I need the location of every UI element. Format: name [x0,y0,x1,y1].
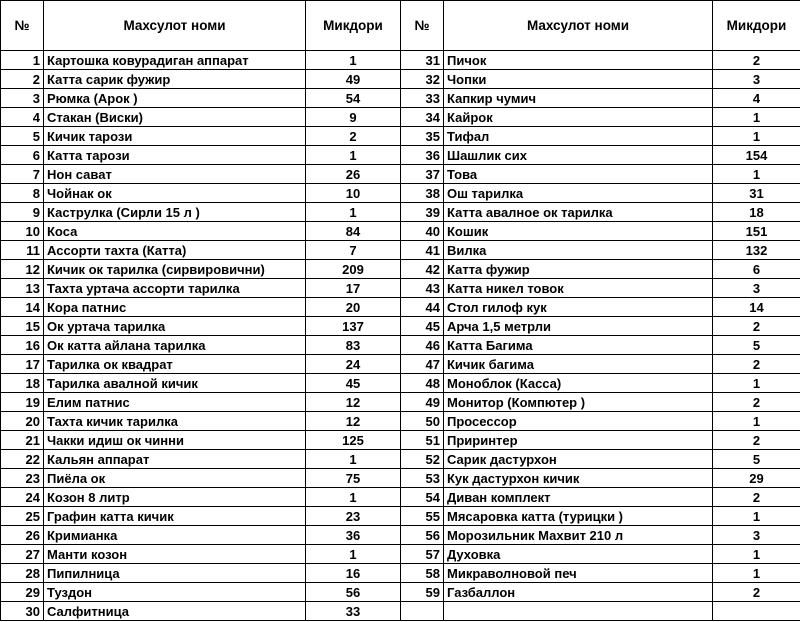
row-number: 11 [1,241,44,260]
row-number: 49 [401,393,444,412]
row-number: 18 [1,374,44,393]
table-row [1,564,401,583]
table-row [1,184,401,203]
item-quantity: 1 [713,108,800,127]
table-row [401,412,800,431]
row-number: 29 [1,583,44,602]
item-name: Шашлик сих [444,146,713,165]
item-name: Арча 1,5 метрли [444,317,713,336]
item-name: Ок уртача тарилка [44,317,306,336]
item-quantity: 151 [713,222,800,241]
item-name: Каструлка (Сирли 15 л ) [44,203,306,222]
table-row [1,70,401,89]
row-number: 17 [1,355,44,374]
item-name: Чопки [444,70,713,89]
item-quantity: 23 [306,507,401,526]
item-name: Тахта уртача ассорти тарилка [44,279,306,298]
row-number: 1 [1,51,44,70]
table-row [401,488,800,507]
table-row [1,51,401,70]
item-name: Сарик дастурхон [444,450,713,469]
table-row [1,203,401,222]
item-quantity: 9 [306,108,401,127]
item-quantity: 10 [306,184,401,203]
row-number: 39 [401,203,444,222]
item-quantity: 24 [306,355,401,374]
row-number: 2 [1,70,44,89]
row-number: 38 [401,184,444,203]
table-row [1,89,401,108]
row-number: 28 [1,564,44,583]
item-quantity: 3 [713,279,800,298]
table-row [401,184,800,203]
item-name: Козон 8 литр [44,488,306,507]
item-quantity: 5 [713,450,800,469]
table-row [1,583,401,602]
table-row [401,393,800,412]
header-num: № [401,1,444,51]
item-name: Коса [44,222,306,241]
item-name: Катта авалное ок тарилка [444,203,713,222]
row-number: 19 [1,393,44,412]
table-row [1,412,401,431]
item-name: Туздон [44,583,306,602]
table-row [1,450,401,469]
item-quantity: 54 [306,89,401,108]
row-number: 9 [1,203,44,222]
row-number: 27 [1,545,44,564]
item-name: Катта тарози [44,146,306,165]
item-name: Кальян аппарат [44,450,306,469]
row-number: 6 [1,146,44,165]
row-number: 59 [401,583,444,602]
item-quantity: 1 [306,203,401,222]
item-name: Тарилка авалной кичик [44,374,306,393]
item-name: Приринтер [444,431,713,450]
table-row [1,431,401,450]
item-quantity: 137 [306,317,401,336]
table-row [401,583,800,602]
item-name: Елим патнис [44,393,306,412]
table-row [401,165,800,184]
table-row [401,203,800,222]
item-name: Тифал [444,127,713,146]
item-quantity: 1 [713,127,800,146]
row-number: 3 [1,89,44,108]
item-quantity: 125 [306,431,401,450]
table-row [1,108,401,127]
row-number: 24 [1,488,44,507]
item-name: Монитор (Компютер ) [444,393,713,412]
item-quantity: 1 [306,146,401,165]
item-quantity: 16 [306,564,401,583]
item-name: Чойнак ок [44,184,306,203]
row-number: 42 [401,260,444,279]
row-number: 58 [401,564,444,583]
row-number: 14 [1,298,44,317]
item-quantity: 7 [306,241,401,260]
item-name: Чакки идиш ок чинни [44,431,306,450]
header-name: Махсулот номи [444,1,713,51]
item-name: Пичок [444,51,713,70]
row-number: 13 [1,279,44,298]
row-number: 33 [401,89,444,108]
item-name: Диван комплект [444,488,713,507]
item-quantity: 2 [713,393,800,412]
item-quantity: 20 [306,298,401,317]
item-name [444,602,713,621]
item-quantity: 49 [306,70,401,89]
table-row [401,298,800,317]
item-name: Ассорти тахта (Катта) [44,241,306,260]
table-row [1,393,401,412]
item-name: Кук дастурхон кичик [444,469,713,488]
item-quantity: 2 [713,488,800,507]
item-quantity: 83 [306,336,401,355]
table-row [401,564,800,583]
table-row [401,602,800,621]
item-name: Ок катта айлана тарилка [44,336,306,355]
item-quantity: 209 [306,260,401,279]
table-row [1,355,401,374]
item-name: Духовка [444,545,713,564]
row-number: 12 [1,260,44,279]
item-quantity: 1 [306,51,401,70]
table-row [1,146,401,165]
row-number: 36 [401,146,444,165]
row-number: 25 [1,507,44,526]
item-quantity: 12 [306,393,401,412]
table-row [401,241,800,260]
table-row [1,298,401,317]
table-row [1,165,401,184]
row-number: 16 [1,336,44,355]
item-name: Катта никел товок [444,279,713,298]
item-quantity: 14 [713,298,800,317]
table-row [1,545,401,564]
item-quantity: 2 [713,317,800,336]
item-quantity: 29 [713,469,800,488]
item-name: Тахта кичик тарилка [44,412,306,431]
item-quantity: 3 [713,70,800,89]
item-name: Ош тарилка [444,184,713,203]
item-name: Вилка [444,241,713,260]
table-row [401,127,800,146]
item-name: Просессор [444,412,713,431]
header-row [401,1,800,51]
table-row [1,127,401,146]
row-number: 5 [1,127,44,146]
row-number: 31 [401,51,444,70]
item-name: Тарилка ок квадрат [44,355,306,374]
item-quantity: 4 [713,89,800,108]
table-row [401,374,800,393]
row-number: 54 [401,488,444,507]
item-quantity [713,602,800,621]
item-quantity: 5 [713,336,800,355]
item-quantity: 1 [306,488,401,507]
item-name: Катта Багима [444,336,713,355]
item-name: Рюмка (Арок ) [44,89,306,108]
item-name: Стол гилоф кук [444,298,713,317]
table-row [401,469,800,488]
row-number: 52 [401,450,444,469]
item-quantity: 1 [306,545,401,564]
item-quantity: 1 [713,507,800,526]
row-number: 23 [1,469,44,488]
table-row [401,545,800,564]
item-name: Моноблок (Касса) [444,374,713,393]
row-number: 45 [401,317,444,336]
row-number [401,602,444,621]
table-row [401,146,800,165]
item-quantity: 132 [713,241,800,260]
row-number: 32 [401,70,444,89]
table-row [1,241,401,260]
table-row [401,279,800,298]
header-qty: Микдори [713,1,800,51]
table-row [401,431,800,450]
item-name: Пипилница [44,564,306,583]
item-quantity: 1 [713,374,800,393]
item-name: Кошик [444,222,713,241]
row-number: 26 [1,526,44,545]
item-name: Кичик тарози [44,127,306,146]
row-number: 55 [401,507,444,526]
item-quantity: 1 [713,564,800,583]
item-quantity: 2 [306,127,401,146]
row-number: 30 [1,602,44,621]
table-row [401,89,800,108]
table-row [401,70,800,89]
item-quantity: 12 [306,412,401,431]
table-row [401,260,800,279]
table-row [401,450,800,469]
row-number: 51 [401,431,444,450]
item-quantity: 1 [713,165,800,184]
header-qty: Микдори [306,1,401,51]
table-row [401,51,800,70]
row-number: 15 [1,317,44,336]
item-quantity: 45 [306,374,401,393]
row-number: 56 [401,526,444,545]
row-number: 34 [401,108,444,127]
table-row [1,469,401,488]
table-row [1,222,401,241]
table-row [1,488,401,507]
row-number: 50 [401,412,444,431]
item-name: Това [444,165,713,184]
table-row [401,336,800,355]
item-quantity: 154 [713,146,800,165]
row-number: 47 [401,355,444,374]
item-quantity: 2 [713,51,800,70]
inventory-table-right [400,0,800,621]
item-quantity: 2 [713,583,800,602]
item-name: Нон сават [44,165,306,184]
row-number: 4 [1,108,44,127]
item-name: Салфитница [44,602,306,621]
item-name: Кичик багима [444,355,713,374]
item-quantity: 1 [713,412,800,431]
item-name: Картошка ковурадиган аппарат [44,51,306,70]
item-name: Газбаллон [444,583,713,602]
item-quantity: 84 [306,222,401,241]
item-name: Кичик ок тарилка (сирвировични) [44,260,306,279]
item-name: Кора патнис [44,298,306,317]
item-name: Катта сарик фужир [44,70,306,89]
table-row [1,260,401,279]
item-quantity: 1 [306,450,401,469]
item-quantity: 6 [713,260,800,279]
table-row [401,355,800,374]
header-name: Махсулот номи [44,1,306,51]
row-number: 10 [1,222,44,241]
item-quantity: 26 [306,165,401,184]
item-name: Катта фужир [444,260,713,279]
item-name: Пиёла ок [44,469,306,488]
row-number: 40 [401,222,444,241]
table-row [1,526,401,545]
row-number: 22 [1,450,44,469]
row-number: 48 [401,374,444,393]
row-number: 53 [401,469,444,488]
row-number: 7 [1,165,44,184]
item-quantity: 17 [306,279,401,298]
table-row [1,507,401,526]
table-row [401,317,800,336]
item-name: Стакан (Виски) [44,108,306,127]
table-row [1,336,401,355]
item-quantity: 36 [306,526,401,545]
row-number: 35 [401,127,444,146]
item-name: Мясаровка катта (турицки ) [444,507,713,526]
table-row [401,526,800,545]
header-num: № [1,1,44,51]
item-name: Манти козон [44,545,306,564]
table-row [401,507,800,526]
item-name: Графин катта кичик [44,507,306,526]
item-name: Кримианка [44,526,306,545]
table-row [401,108,800,127]
item-name: Капкир чумич [444,89,713,108]
item-name: Кайрок [444,108,713,127]
item-quantity: 33 [306,602,401,621]
item-name: Морозильник Махвит 210 л [444,526,713,545]
item-quantity: 56 [306,583,401,602]
table-row [1,602,401,621]
item-quantity: 2 [713,431,800,450]
item-quantity: 31 [713,184,800,203]
row-number: 57 [401,545,444,564]
row-number: 8 [1,184,44,203]
table-row [1,279,401,298]
item-quantity: 18 [713,203,800,222]
row-number: 43 [401,279,444,298]
item-quantity: 75 [306,469,401,488]
item-quantity: 3 [713,526,800,545]
header-row [1,1,401,51]
item-quantity: 2 [713,355,800,374]
row-number: 44 [401,298,444,317]
row-number: 41 [401,241,444,260]
table-row [1,317,401,336]
item-quantity: 1 [713,545,800,564]
row-number: 20 [1,412,44,431]
row-number: 46 [401,336,444,355]
table-row [1,374,401,393]
table-row [401,222,800,241]
row-number: 21 [1,431,44,450]
row-number: 37 [401,165,444,184]
item-name: Микраволновой печ [444,564,713,583]
